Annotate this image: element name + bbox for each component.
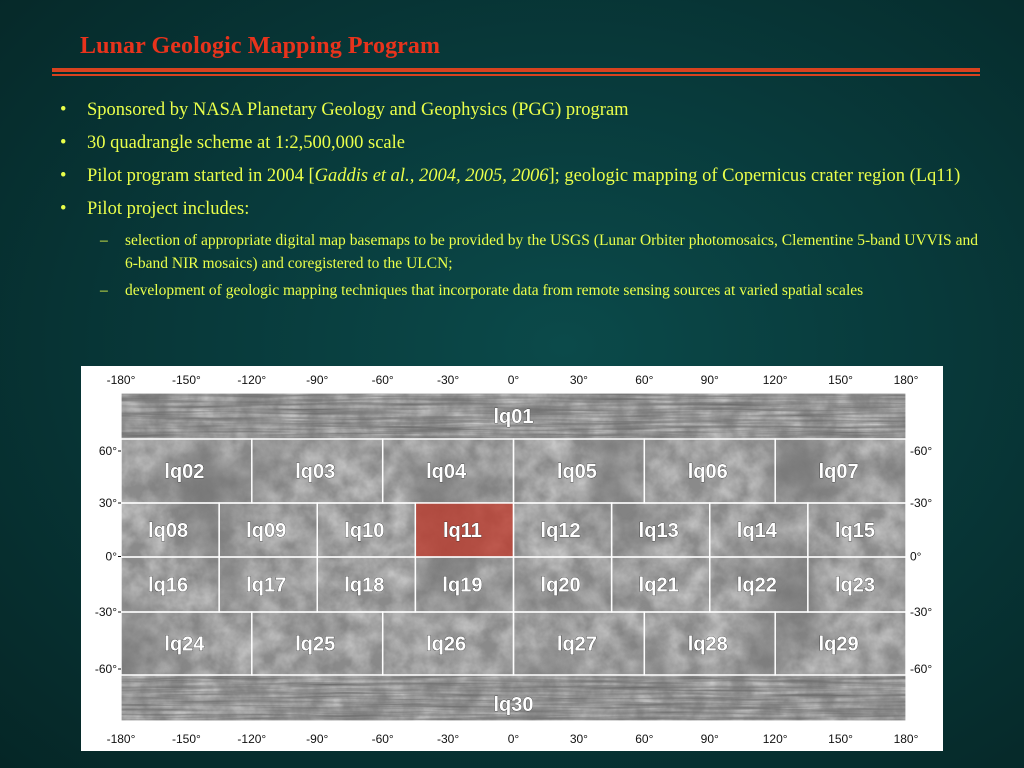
quadrangle-label-lq20: lq20 xyxy=(540,574,581,597)
lon-tick-bottom: -120° xyxy=(237,732,267,746)
lat-tick-left: -30° xyxy=(94,605,117,619)
lon-tick-bottom: -180° xyxy=(106,732,136,746)
lat-tick-right: -30° xyxy=(910,496,933,510)
lon-tick-top: 150° xyxy=(828,373,853,387)
quadrangle-label-lq14: lq14 xyxy=(736,520,777,542)
lon-tick-bottom: 180° xyxy=(893,732,919,746)
quadrangle-label-lq02: lq02 xyxy=(164,461,205,483)
quadrangle-label-lq13: lq13 xyxy=(638,520,679,542)
quadrangle-label-lq09: lq09 xyxy=(246,520,287,542)
bullet-text: ]; geologic mapping of Copernicus crater region (Lq11) xyxy=(548,166,961,186)
lon-tick-bottom: -90° xyxy=(306,732,329,746)
lon-tick-top: -180° xyxy=(106,373,136,387)
quadrangle-label-lq19: lq19 xyxy=(442,574,483,597)
lat-tick-right: 0° xyxy=(910,549,922,564)
quadrangle-label-lq08: lq08 xyxy=(148,520,189,542)
lon-tick-top: -30° xyxy=(437,373,460,387)
title-rule-thick xyxy=(52,68,980,72)
quadrangle-label-lq07: lq07 xyxy=(818,461,859,483)
subbullet-basemaps xyxy=(100,229,978,275)
subbullet-text: selection of appropriate digital map basemaps to be provided by the USGS (Lunar Orbiter photomosaics, Clementine 5-band UVVIS and 6-band NIR mosaics) and coregistered to the ULCN; xyxy=(125,232,978,272)
quadrangle-label-lq27: lq27 xyxy=(556,633,597,656)
quadrangle-label-lq23: lq23 xyxy=(834,574,875,597)
lat-tick-left: 0° xyxy=(105,549,117,564)
quadrangle-label-lq16: lq16 xyxy=(148,574,189,597)
lon-tick-bottom: 0° xyxy=(507,732,520,746)
lon-tick-top: 90° xyxy=(700,373,719,387)
quadrangle-label-lq10: lq10 xyxy=(344,520,385,542)
quadrangle-label-lq15: lq15 xyxy=(834,520,875,542)
quadrangle-map-svg xyxy=(81,366,943,751)
lon-tick-top: 0° xyxy=(507,373,520,387)
quadrangle-map xyxy=(81,366,943,751)
lon-tick-bottom: 150° xyxy=(828,732,853,746)
lon-tick-top: -60° xyxy=(371,373,394,387)
lon-tick-bottom: -30° xyxy=(437,732,460,746)
quadrangle-label-lq25: lq25 xyxy=(295,633,336,656)
bullet-pilot xyxy=(58,163,978,189)
lon-tick-top: 180° xyxy=(893,373,919,387)
quadrangle-label-lq06: lq06 xyxy=(687,461,728,483)
lon-tick-bottom: 120° xyxy=(762,732,788,746)
quadrangle-label-lq28: lq28 xyxy=(687,633,728,656)
quadrangle-label-lq11: lq11 xyxy=(442,520,482,542)
lon-tick-bottom: -60° xyxy=(371,732,394,746)
lat-tick-left: -60° xyxy=(94,662,117,676)
quadrangle-label-lq24: lq24 xyxy=(164,633,205,656)
title-rule-thin xyxy=(52,74,980,76)
lat-tick-left: 30° xyxy=(98,496,117,510)
quadrangle-label-lq26: lq26 xyxy=(426,633,467,656)
bullet-includes xyxy=(58,196,978,222)
bullet-list xyxy=(58,97,978,306)
subbullet-text: development of geologic mapping techniques that incorporate data from remote sensing sources at varied spatial scales xyxy=(125,282,864,299)
bullet-text: Pilot program started in 2004 [ xyxy=(87,166,315,186)
lon-tick-bottom: 60° xyxy=(635,732,654,746)
citation: Gaddis et al., 2004, 2005, 2006 xyxy=(314,166,549,186)
lon-tick-top: -90° xyxy=(306,373,329,387)
lon-tick-bottom: 30° xyxy=(569,732,588,746)
quadrangle-label-lq03: lq03 xyxy=(295,461,336,483)
lon-tick-top: -150° xyxy=(172,373,201,387)
quadrangle-label-lq29: lq29 xyxy=(818,633,859,656)
quadrangle-label-lq05: lq05 xyxy=(556,461,597,483)
quadrangle-label-lq18: lq18 xyxy=(344,574,385,597)
bullet-scheme xyxy=(58,130,978,156)
quadrangle-label-lq04: lq04 xyxy=(426,461,467,483)
lon-tick-top: -120° xyxy=(237,373,267,387)
quadrangle-label-lq01: lq01 xyxy=(493,406,534,428)
dash-glyph: – xyxy=(100,282,108,299)
bullet-text: Pilot project includes: xyxy=(87,199,250,219)
quadrangle-label-lq17: lq17 xyxy=(246,574,287,597)
bullet-sponsor xyxy=(58,97,978,123)
quadrangle-label-lq12: lq12 xyxy=(540,520,581,542)
lon-tick-bottom: 90° xyxy=(700,732,719,746)
slide-title: Lunar Geologic Mapping Program xyxy=(80,33,441,59)
bullet-text: 30 quadrangle scheme at 1:2,500,000 scale xyxy=(87,133,405,153)
lat-tick-right: -30° xyxy=(910,605,933,619)
subbullet-techniques xyxy=(100,279,978,302)
quadrangle-label-lq22: lq22 xyxy=(736,574,777,597)
lon-tick-top: 120° xyxy=(762,373,788,387)
lon-tick-top: 60° xyxy=(635,373,654,387)
lat-tick-left: 60° xyxy=(98,444,117,458)
lat-tick-right: -60° xyxy=(910,662,933,676)
dash-glyph: – xyxy=(100,232,108,249)
lon-tick-bottom: -150° xyxy=(172,732,201,746)
quadrangle-label-lq30: lq30 xyxy=(493,694,534,716)
lon-tick-top: 30° xyxy=(569,373,588,387)
bullet-text: Sponsored by NASA Planetary Geology and Geophysics (PGG) program xyxy=(87,100,629,120)
quadrangle-label-lq21: lq21 xyxy=(638,574,679,597)
lat-tick-right: -60° xyxy=(910,444,933,458)
